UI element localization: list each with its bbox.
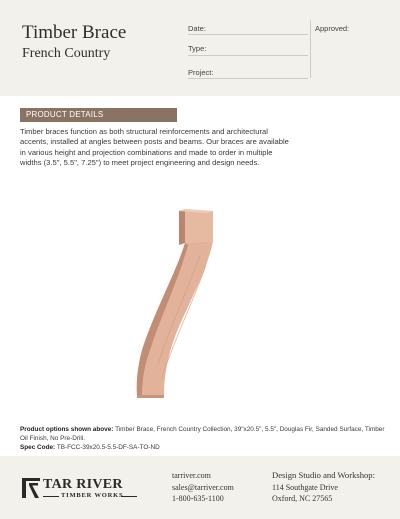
product-description: Timber braces function as both structural reinforcements and architectural accents, installed at angles between posts and beams. Our braces are available in various height and projection combinations and made to order in multiple widths (3.5", 5.5", 7.25") to meet project engineering and design needs. [20, 127, 289, 167]
studio-title: Design Studio and Workshop: [272, 470, 375, 480]
email-link[interactable]: sales@tarriver.com [172, 482, 234, 492]
page-subtitle: French Country [22, 46, 111, 61]
options-shown-text: Timber Brace, French Country Collection, 39"x20.5", 5.5", Douglas Fir, Sanded Surface, Timber Oil Finish, No Pre-Drill. [20, 426, 385, 442]
phone-number[interactable]: 1-800-635-1100 [172, 494, 224, 503]
date-line [188, 34, 308, 35]
type-label: Type: [188, 44, 207, 53]
type-line [188, 55, 308, 56]
project-line [188, 78, 308, 79]
page-title: Timber Brace [22, 22, 127, 43]
website-link[interactable]: tarriver.com [172, 471, 211, 480]
product-options [20, 426, 385, 452]
spec-code-label: Spec Code: [20, 443, 56, 451]
project-label: Project: [188, 68, 214, 77]
logo-tagline: TIMBER WORKS [61, 492, 124, 499]
logo-rule-left [43, 496, 59, 497]
address-line-2: Oxford, NC 27565 [272, 494, 333, 503]
approved-label: Approved: [315, 24, 350, 33]
options-shown-label: Product options shown above: [20, 426, 114, 433]
section-heading: PRODUCT DETAILS [26, 110, 104, 119]
tar-river-logo-icon [22, 478, 40, 498]
studio-address [272, 470, 375, 505]
logo-wordmark: TAR RIVER [43, 477, 123, 492]
address-line-1: 114 Southgate Drive [272, 482, 338, 492]
logo-rule-right [121, 496, 137, 497]
timber-brace-illustration [130, 205, 240, 410]
date-label: Date: [188, 24, 206, 33]
spec-code-value: TB-FCC-39x20.5-5.5-DF-SA-TO-ND [56, 443, 160, 451]
header-divider [310, 20, 311, 78]
section-heading-bar [20, 108, 177, 122]
contact-info [172, 470, 234, 505]
